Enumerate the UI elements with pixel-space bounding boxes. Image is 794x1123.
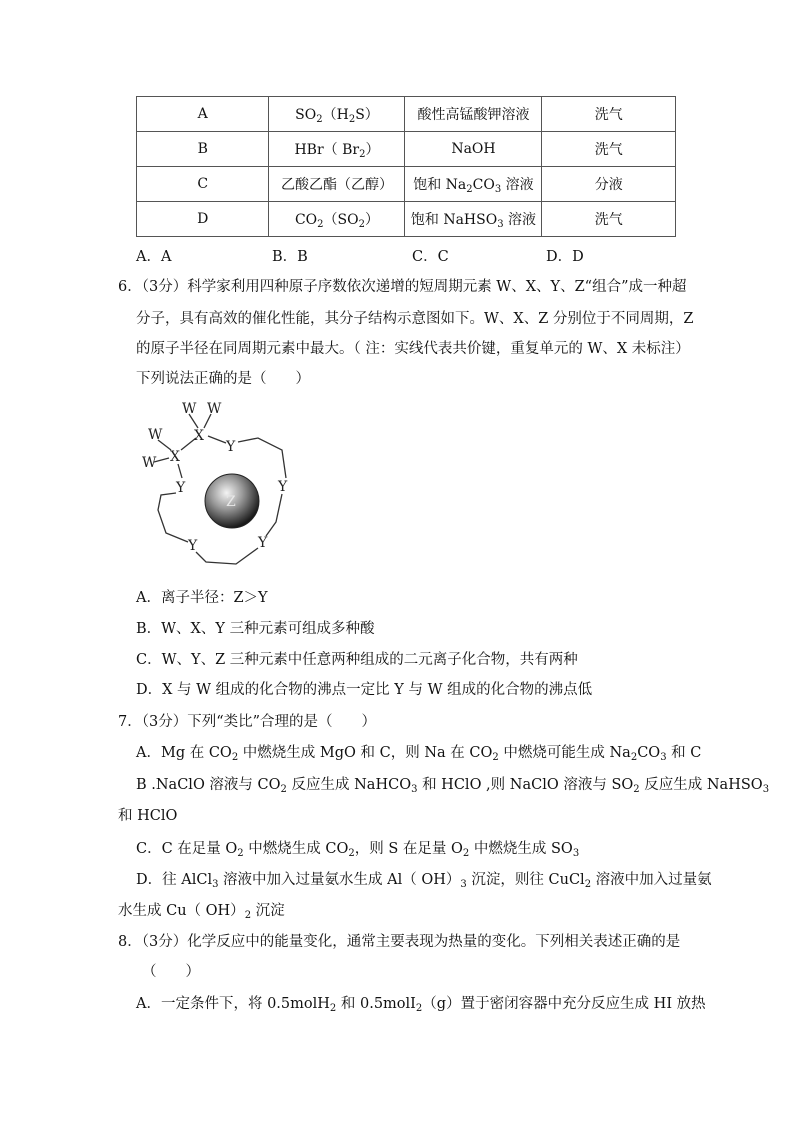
table-row: [137, 167, 676, 202]
table-cell-separation-method: 洗气: [542, 97, 676, 132]
table-cell-reagent: 饱和 $Na_2CO_3$ 溶液: [405, 167, 542, 202]
q6-option-d: D．X 与 W 组成的化合物的沸点一定比 Y 与 W 组成的化合物的沸点低: [136, 682, 593, 698]
table-row: [137, 202, 676, 237]
table-cell-option-label: B: [137, 132, 269, 167]
atom-w-label: W: [182, 401, 197, 417]
q7-option-d: D．往 AlCl$_3$ 溶液中加入过量氨水生成 Al（ $OH)_3$ 沉淀，则往 CuCl$_2$ 溶液中加入过量氨: [136, 872, 712, 890]
q7-option-b-continued: 和 HClO: [118, 808, 178, 824]
table-cell-separation-method: 分液: [542, 167, 676, 202]
atom-z-label: Z: [226, 494, 236, 510]
table-cell-option-label: A: [137, 97, 269, 132]
atom-y-label: Y: [258, 535, 268, 551]
table-cell-separation-method: 洗气: [542, 202, 676, 237]
atom-x-label: X: [170, 449, 180, 465]
atom-y-label: Y: [176, 480, 186, 496]
separation-table: [136, 96, 676, 237]
q7-option-c: C．C 在足量 $O_2$ 中燃烧生成 $CO_2$，则 S 在足量 $O_2$ 中燃烧生成 $SO_3$: [136, 841, 580, 859]
atom-y-label: Y: [188, 538, 198, 554]
atom-w-label: W: [142, 455, 157, 471]
atom-y-label: Y: [278, 479, 288, 495]
table-cell-option-label: C: [137, 167, 269, 202]
table-row: [137, 132, 676, 167]
q5-option-a: A．A: [136, 249, 172, 265]
q7-option-b: B .NaClO 溶液与 $CO_2$ 反应生成 NaHCO$_3$ 和 HClO ,则 NaClO 溶液与 $SO_2$ 反应生成 NaHSO$_3$: [136, 777, 770, 795]
table-cell-separation-method: 洗气: [542, 132, 676, 167]
q6-option-b: B．W、X、Y 三种元素可组成多种酸: [136, 621, 375, 637]
table-cell-option-label: D: [137, 202, 269, 237]
atom-x-label: X: [194, 428, 204, 444]
q6-stem-line-1: 6．（3分）科学家利用四种原子序数依次递增的短周期元素 W、X、Y、Z“组合”成一种超: [118, 279, 687, 295]
q5-option-b: B．B: [272, 249, 308, 265]
atom-w-label: W: [148, 427, 163, 443]
q6-stem-line-4: 下列说法正确的是（ ）: [136, 371, 310, 387]
table-row: [137, 97, 676, 132]
table-cell-gas-mixture: $CO_2(SO_2)$: [269, 202, 405, 237]
table-cell-reagent: 饱和 NaHSO$_3$ 溶液: [405, 202, 542, 237]
q8-option-a: A．一定条件下，将 0.5molH$_2$ 和 0.5molI$_2$（g）置于密闭容器中充分反应生成 HI 放热: [136, 996, 706, 1014]
q6-option-c: C．W、Y、Z 三种元素中任意两种组成的二元离子化合物，共有两种: [136, 652, 578, 668]
atom-w-label: W: [207, 401, 222, 417]
q8-stem-line-1: 8．（3分）化学反应中的能量变化，通常主要表现为热量的变化。下列相关表述正确的是: [118, 934, 681, 950]
table-cell-gas-mixture: 乙酸乙酯（乙醇）: [269, 167, 405, 202]
q7-option-d-continued: 水生成 Cu（ $OH)_2$ 沉淀: [118, 903, 285, 921]
q7-option-a: A．Mg 在 $CO_2$ 中燃烧生成 MgO 和 C，则 Na 在 $CO_2$ 中燃烧可能生成 $Na_2CO_3$ 和 C: [136, 745, 702, 763]
table-cell-reagent: 酸性高锰酸钾溶液: [405, 97, 542, 132]
q7-stem: 7．（3分）下列“类比”合理的是（ ）: [118, 714, 377, 730]
q5-option-d: D．D: [546, 249, 584, 265]
q5-option-c: C．C: [412, 249, 449, 265]
table-cell-gas-mixture: $SO_2(H_2S)$: [269, 97, 405, 132]
atom-y-label: Y: [226, 439, 236, 455]
q6-stem-line-3: 的原子半径在同周期元素中最大。（ 注：实线代表共价键，重复单元的 W、X 未标注）: [136, 341, 690, 357]
supramolecule-structure-diagram: [136, 400, 311, 570]
q8-stem-line-2: （ ）: [142, 964, 200, 980]
q6-option-a: A．离子半径：Z＞Y: [136, 590, 268, 606]
table-cell-reagent: NaOH: [405, 132, 542, 167]
table-cell-gas-mixture: HBr（ $Br_2$）: [269, 132, 405, 167]
q6-stem-line-2: 分子，具有高效的催化性能，其分子结构示意图如下。W、X、Z 分别位于不同周期，Z: [136, 311, 694, 327]
